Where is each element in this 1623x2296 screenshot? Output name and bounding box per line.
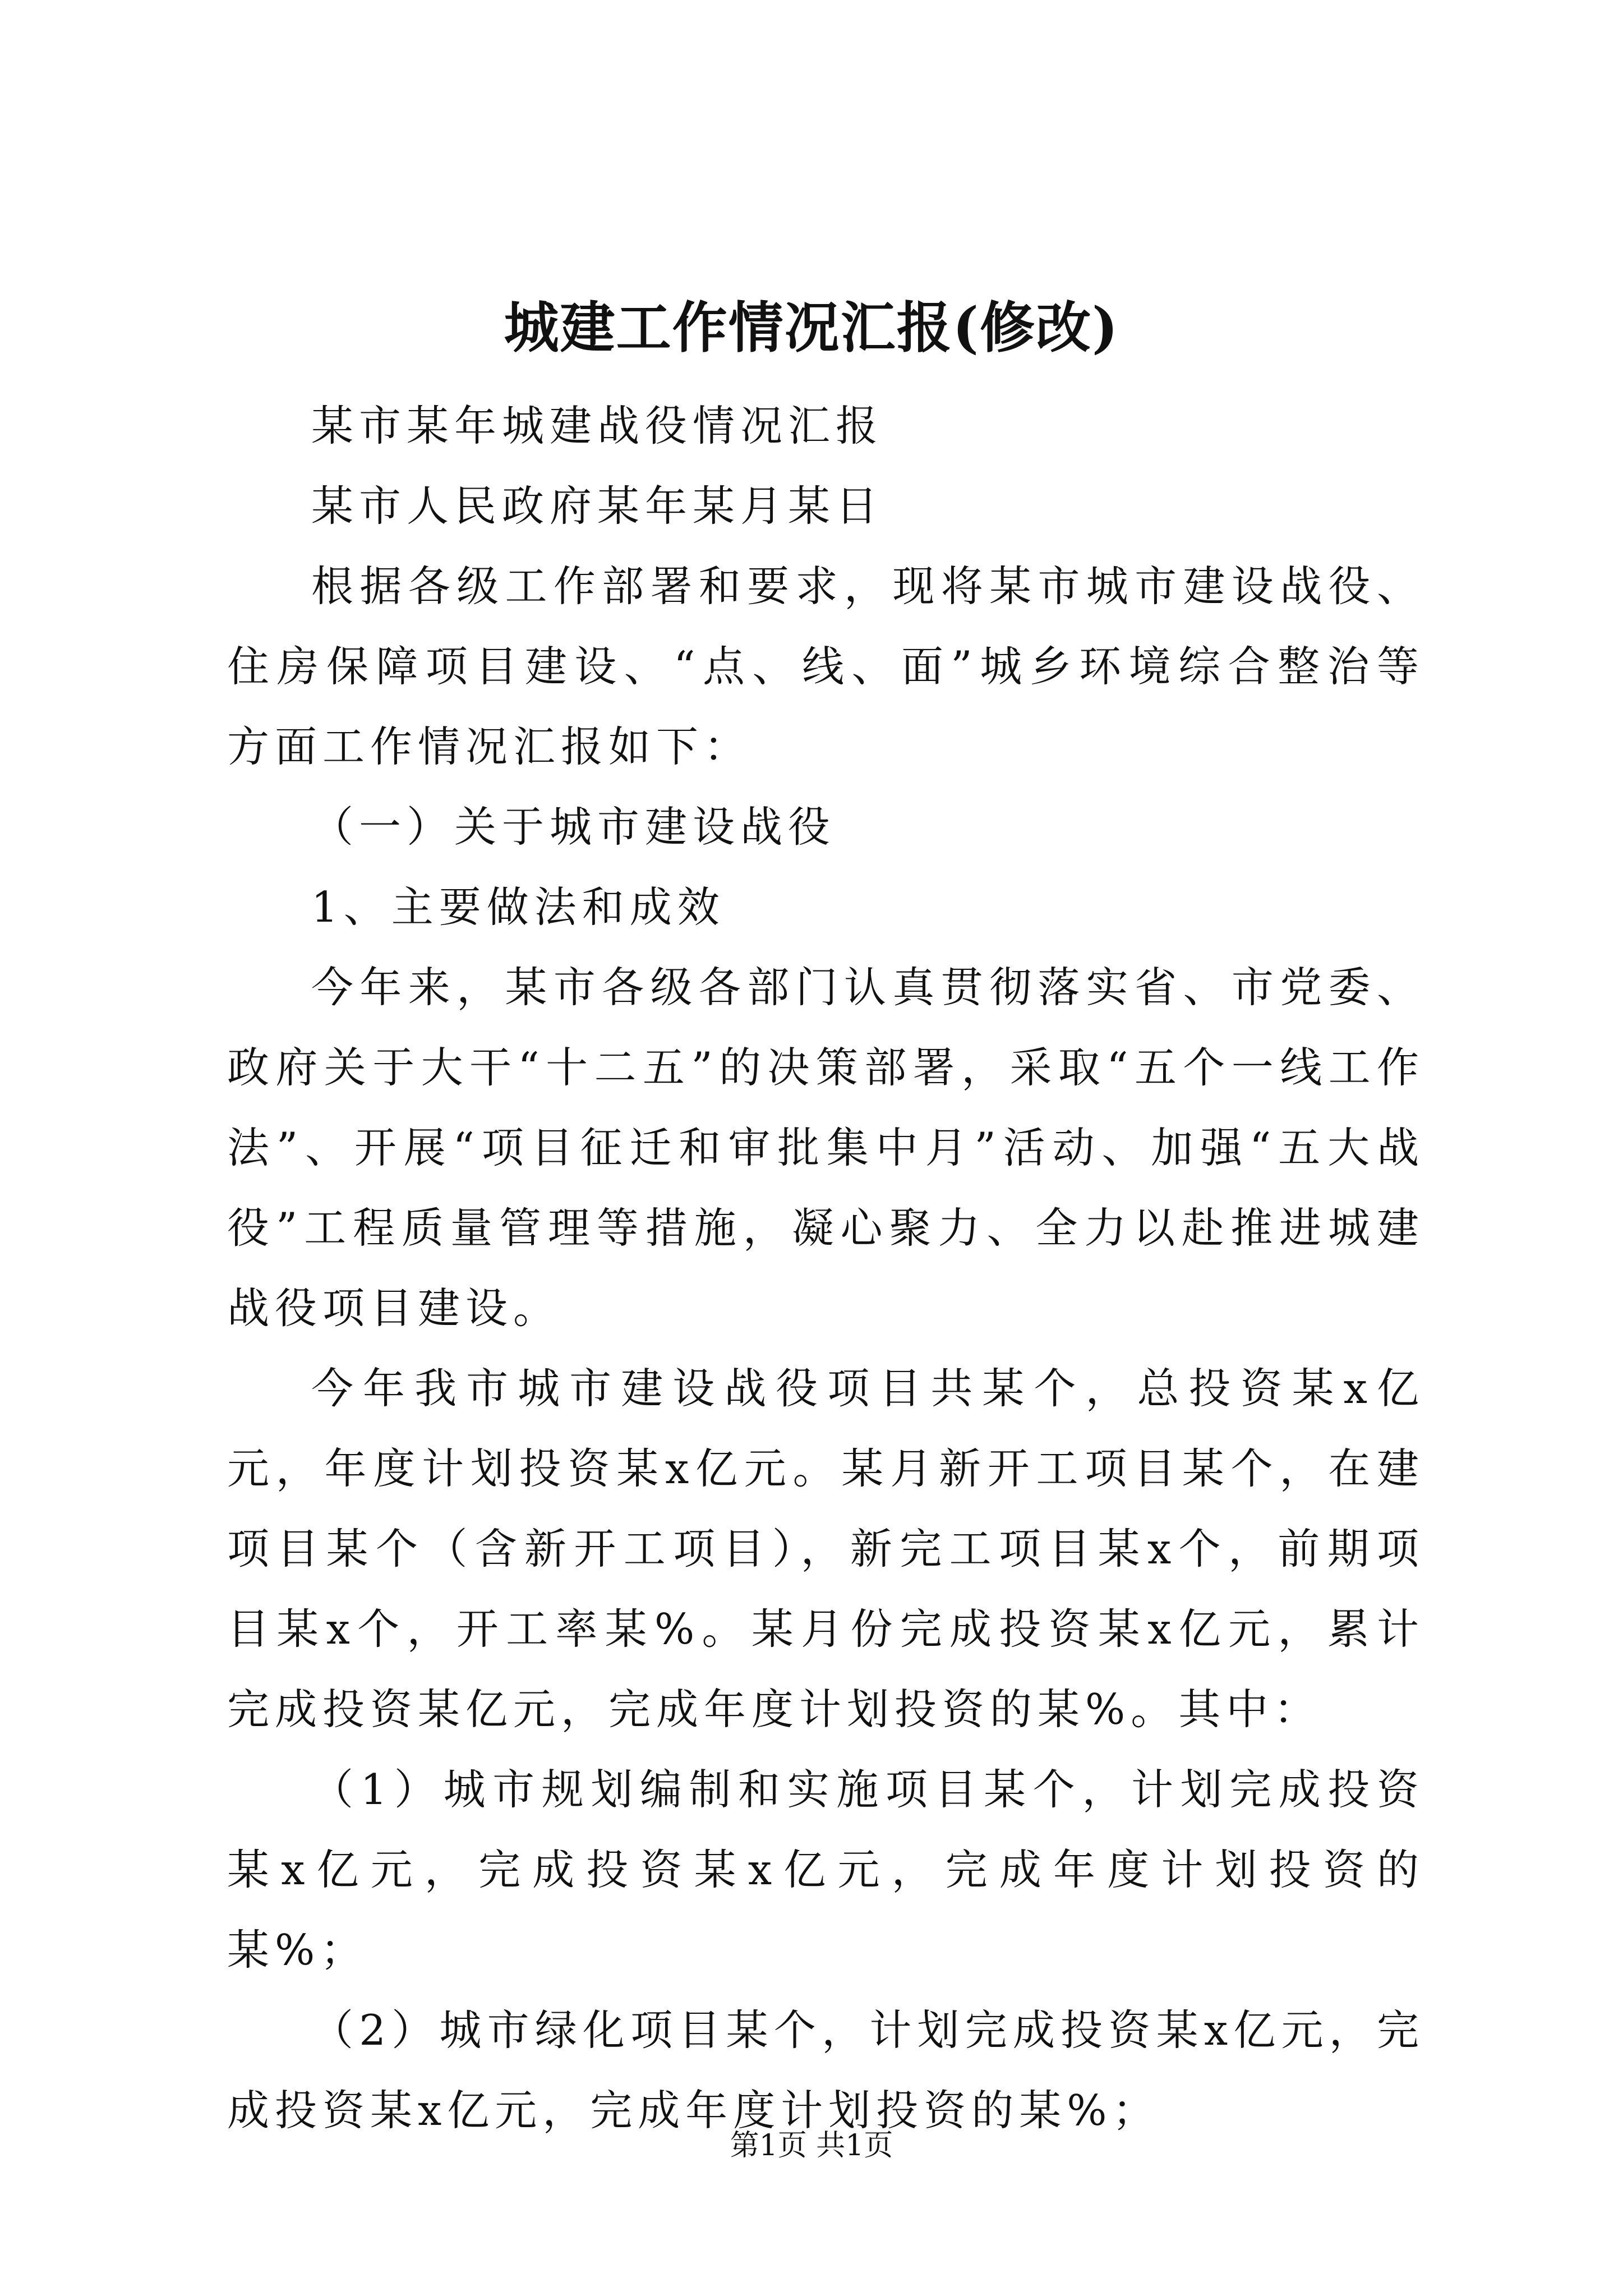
- paragraph-intro: 根据各级工作部署和要求，现将某市城市建设战役、住房保障项目建设、“点、线、面”城乡环境综合整治等方面工作情况汇报如下：: [227, 562, 1424, 771]
- paragraph-issuer-date: 某市人民政府某年某月某日: [311, 481, 884, 531]
- paragraph-measures: 今年来，某市各级各部门认真贯彻落实省、市党委、政府关于大干“十二五”的决策部署，采取“五个一线工作法”、开展“项目征迁和审批集中月”活动、加强“五大战役”工程质量管理等措施，凝心聚力、全力以赴推进城建战役项目建设。: [227, 963, 1424, 1333]
- subsection-heading: 1、主要做法和成效: [311, 882, 725, 932]
- page-footer: 第1页 共1页: [730, 2129, 893, 2162]
- list-item-greening: （2）城市绿化项目某个，计划完成投资某x亿元，完成投资某x亿元，完成年度计划投资的某%；: [227, 2005, 1425, 2135]
- section-heading: （一）关于城市建设战役: [311, 802, 836, 852]
- paragraph-statistics: 今年我市城市建设战役项目共某个，总投资某x亿元，年度计划投资某x亿元。某月新开工项目某个，在建项目某个（含新开工项目），新完工项目某x个，前期项目某x个，开工率某%。某月份完成投资某x亿元，累计完成投资某亿元，完成年度计划投资的某%。其中：: [227, 1364, 1424, 1734]
- document-body: [227, 386, 1424, 2151]
- document-title: 城建工作情况汇报(修改): [504, 296, 1119, 360]
- list-item-planning: （1）城市规划编制和实施项目某个，计划完成投资某x亿元，完成投资某x亿元，完成年度计划投资的某%；: [227, 1765, 1424, 1975]
- paragraph-subtitle: 某市某年城建战役情况汇报: [311, 401, 884, 450]
